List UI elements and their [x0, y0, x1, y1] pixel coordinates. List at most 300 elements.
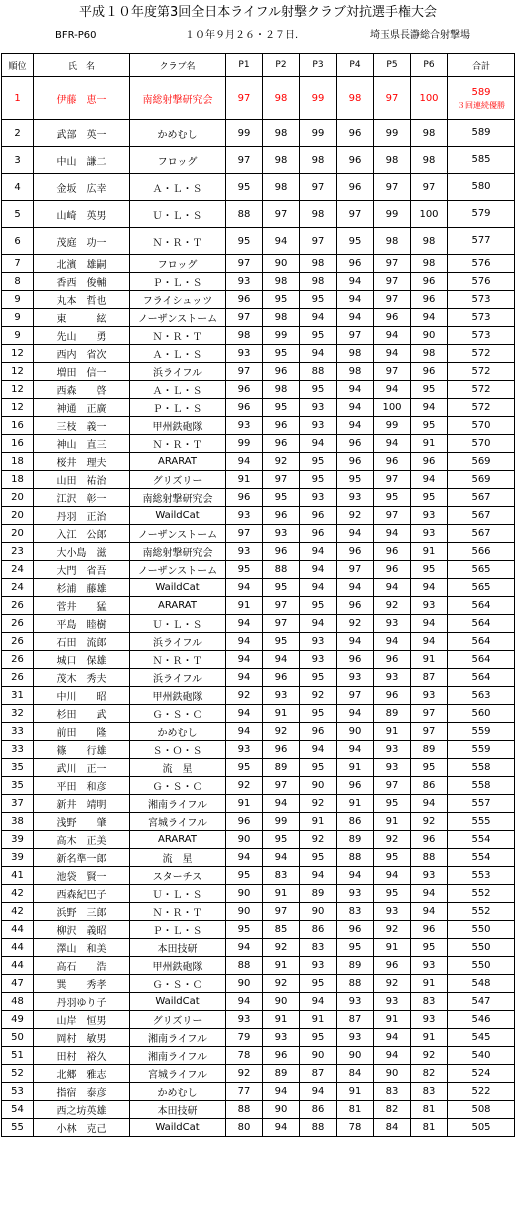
score-p6-cell: 83 — [411, 993, 448, 1011]
total-cell — [448, 561, 515, 579]
table-row — [2, 1029, 515, 1047]
table-row — [2, 471, 515, 489]
total-value: 564 — [471, 653, 491, 665]
table-row — [2, 273, 515, 291]
score-p1-cell: 95 — [226, 228, 263, 255]
table-row — [2, 885, 515, 903]
total-cell — [448, 921, 515, 939]
rank-cell: 20 — [2, 489, 34, 507]
score-p3-cell: 95 — [300, 759, 337, 777]
score-p1-cell: 90 — [226, 903, 263, 921]
score-p1-cell: 96 — [226, 399, 263, 417]
total-value: 589 — [471, 86, 491, 98]
club-cell: ARARAT — [130, 453, 226, 471]
total-value: 564 — [471, 671, 491, 683]
score-p3-cell: 88 — [300, 1119, 337, 1137]
name-cell: 新井 靖明 — [34, 795, 130, 813]
name-cell: 池袋 賢一 — [34, 867, 130, 885]
total-cell — [448, 273, 515, 291]
club-cell: グリズリー — [130, 1011, 226, 1029]
score-p5-cell: 94 — [374, 345, 411, 363]
name-cell: 杉田 武 — [34, 705, 130, 723]
score-p1-cell: 95 — [226, 174, 263, 201]
name-cell: 茂木 秀夫 — [34, 669, 130, 687]
total-cell — [448, 255, 515, 273]
score-p2-cell: 91 — [263, 705, 300, 723]
total-value: 572 — [471, 401, 491, 413]
total-cell — [448, 309, 515, 327]
total-cell — [448, 525, 515, 543]
score-p4-cell: 78 — [337, 1119, 374, 1137]
rank-cell: 9 — [2, 327, 34, 345]
score-p2-cell: 94 — [263, 228, 300, 255]
total-value: 567 — [471, 491, 491, 503]
rank-cell: 26 — [2, 651, 34, 669]
score-p1-cell: 93 — [226, 1011, 263, 1029]
score-p6-cell: 91 — [411, 975, 448, 993]
col-header-name: 氏 名 — [34, 54, 130, 77]
score-p4-cell: 94 — [337, 417, 374, 435]
score-p2-cell: 95 — [263, 489, 300, 507]
score-p5-cell: 97 — [374, 777, 411, 795]
club-cell: 流 星 — [130, 849, 226, 867]
rank-cell: 12 — [2, 345, 34, 363]
score-p6-cell: 91 — [411, 651, 448, 669]
total-cell — [448, 327, 515, 345]
score-p6-cell: 95 — [411, 759, 448, 777]
total-cell — [448, 1083, 515, 1101]
score-p5-cell: 97 — [374, 255, 411, 273]
score-p6-cell: 95 — [411, 561, 448, 579]
total-cell — [448, 1119, 515, 1137]
rank-cell: 42 — [2, 903, 34, 921]
rank-cell: 5 — [2, 201, 34, 228]
table-row — [2, 255, 515, 273]
total-cell — [448, 651, 515, 669]
rank-cell: 26 — [2, 669, 34, 687]
name-cell: 武川 正一 — [34, 759, 130, 777]
rank-cell: 9 — [2, 309, 34, 327]
score-p1-cell: 79 — [226, 1029, 263, 1047]
score-p2-cell: 88 — [263, 561, 300, 579]
score-p5-cell: 99 — [374, 201, 411, 228]
score-p1-cell: 94 — [226, 579, 263, 597]
club-cell: 本田技研 — [130, 939, 226, 957]
total-value: 522 — [471, 1085, 491, 1097]
score-p2-cell: 92 — [263, 975, 300, 993]
rank-cell: 18 — [2, 471, 34, 489]
total-value: 589 — [471, 127, 491, 138]
rank-cell: 33 — [2, 723, 34, 741]
name-cell: 神通 正廣 — [34, 399, 130, 417]
score-p4-cell: 93 — [337, 489, 374, 507]
name-cell: 香西 俊輔 — [34, 273, 130, 291]
club-cell: 南総射撃研究会 — [130, 489, 226, 507]
score-p1-cell: 96 — [226, 291, 263, 309]
score-p1-cell: 97 — [226, 147, 263, 174]
score-p6-cell: 88 — [411, 849, 448, 867]
score-p2-cell: 96 — [263, 507, 300, 525]
score-p5-cell: 96 — [374, 453, 411, 471]
total-cell — [448, 615, 515, 633]
score-p1-cell: 92 — [226, 1065, 263, 1083]
total-value: 573 — [471, 311, 491, 323]
score-p3-cell: 95 — [300, 291, 337, 309]
score-p6-cell: 91 — [411, 1029, 448, 1047]
score-p3-cell: 90 — [300, 903, 337, 921]
table-row — [2, 831, 515, 849]
col-header-p2: P2 — [263, 54, 300, 77]
score-p3-cell: 95 — [300, 669, 337, 687]
club-cell: 宮城ライフル — [130, 1065, 226, 1083]
score-p4-cell: 94 — [337, 309, 374, 327]
score-p5-cell: 95 — [374, 885, 411, 903]
name-cell: 西内 省次 — [34, 345, 130, 363]
score-p4-cell: 93 — [337, 669, 374, 687]
name-cell: 平田 和彦 — [34, 777, 130, 795]
score-p3-cell: 95 — [300, 381, 337, 399]
score-p6-cell: 96 — [411, 363, 448, 381]
total-cell — [448, 831, 515, 849]
club-cell: 甲州鉄砲隊 — [130, 687, 226, 705]
score-p2-cell: 91 — [263, 957, 300, 975]
total-value: 554 — [471, 833, 491, 845]
score-p6-cell: 98 — [411, 147, 448, 174]
score-p1-cell: 99 — [226, 120, 263, 147]
club-cell: Ｐ・Ｌ・Ｓ — [130, 399, 226, 417]
club-cell: Ｎ・Ｒ・Ｔ — [130, 228, 226, 255]
table-row — [2, 525, 515, 543]
club-cell: Ｇ・Ｓ・Ｃ — [130, 705, 226, 723]
total-value: 572 — [471, 383, 491, 395]
name-cell: 伊藤 恵一 — [34, 77, 130, 120]
table-row — [2, 633, 515, 651]
score-p3-cell: 94 — [300, 867, 337, 885]
total-cell — [448, 633, 515, 651]
score-p3-cell: 94 — [300, 435, 337, 453]
rank-cell: 12 — [2, 381, 34, 399]
score-p5-cell: 92 — [374, 597, 411, 615]
rank-cell: 44 — [2, 921, 34, 939]
score-p2-cell: 96 — [263, 417, 300, 435]
score-p6-cell: 89 — [411, 741, 448, 759]
score-p3-cell: 93 — [300, 417, 337, 435]
col-header-club: クラブ名 — [130, 54, 226, 77]
score-p5-cell: 92 — [374, 831, 411, 849]
rank-cell: 41 — [2, 867, 34, 885]
total-value: 558 — [471, 761, 491, 773]
total-cell — [448, 795, 515, 813]
club-cell: 流 星 — [130, 759, 226, 777]
total-value: 559 — [471, 743, 491, 755]
score-p4-cell: 81 — [337, 1101, 374, 1119]
page-title: 平成１０年度第3回全日本ライフル射撃クラブ対抗選手権大会 — [79, 5, 437, 20]
name-cell: 小林 克己 — [34, 1119, 130, 1137]
score-p5-cell: 93 — [374, 903, 411, 921]
rank-cell: 8 — [2, 273, 34, 291]
total-value: 576 — [471, 257, 491, 269]
rank-cell: 55 — [2, 1119, 34, 1137]
total-cell — [448, 1101, 515, 1119]
score-p2-cell: 97 — [263, 615, 300, 633]
table-row — [2, 561, 515, 579]
total-value: 550 — [471, 959, 491, 971]
name-cell: 大門 省吾 — [34, 561, 130, 579]
rank-cell: 35 — [2, 777, 34, 795]
total-cell — [448, 903, 515, 921]
score-p3-cell: 96 — [300, 525, 337, 543]
rank-cell: 26 — [2, 615, 34, 633]
total-cell — [448, 453, 515, 471]
score-p3-cell: 97 — [300, 228, 337, 255]
score-p1-cell: 94 — [226, 651, 263, 669]
rank-cell: 4 — [2, 174, 34, 201]
score-p6-cell: 97 — [411, 723, 448, 741]
rank-cell: 9 — [2, 291, 34, 309]
club-cell: 湘南ライフル — [130, 795, 226, 813]
score-p1-cell: 93 — [226, 417, 263, 435]
score-p3-cell: 90 — [300, 777, 337, 795]
club-cell: Ｓ・Ｏ・Ｓ — [130, 741, 226, 759]
total-cell — [448, 723, 515, 741]
club-cell: Ｎ・Ｒ・Ｔ — [130, 435, 226, 453]
rank-cell: 35 — [2, 759, 34, 777]
total-value: 558 — [471, 779, 491, 791]
score-p4-cell: 96 — [337, 120, 374, 147]
score-p2-cell: 96 — [263, 741, 300, 759]
score-p5-cell: 96 — [374, 309, 411, 327]
score-p2-cell: 97 — [263, 597, 300, 615]
total-cell — [448, 687, 515, 705]
score-p5-cell: 98 — [374, 147, 411, 174]
table-row — [2, 417, 515, 435]
name-cell: 中川 昭 — [34, 687, 130, 705]
score-p1-cell: 78 — [226, 1047, 263, 1065]
table-row — [2, 759, 515, 777]
club-cell: 浜ライフル — [130, 669, 226, 687]
total-cell — [448, 705, 515, 723]
score-p4-cell: 89 — [337, 957, 374, 975]
score-p1-cell: 92 — [226, 777, 263, 795]
club-cell: Ｐ・Ｌ・Ｓ — [130, 273, 226, 291]
score-p1-cell: 94 — [226, 453, 263, 471]
score-p5-cell: 97 — [374, 507, 411, 525]
club-cell: Ｕ・Ｌ・Ｓ — [130, 615, 226, 633]
rank-cell: 6 — [2, 228, 34, 255]
name-cell: 平島 睦樹 — [34, 615, 130, 633]
total-value: 560 — [471, 707, 491, 719]
score-p6-cell: 93 — [411, 525, 448, 543]
table-row — [2, 201, 515, 228]
rank-cell: 12 — [2, 363, 34, 381]
club-cell: 湘南ライフル — [130, 1047, 226, 1065]
table-row — [2, 228, 515, 255]
rank-cell: 51 — [2, 1047, 34, 1065]
rank-cell: 18 — [2, 453, 34, 471]
score-p4-cell: 94 — [337, 579, 374, 597]
name-cell: 岡村 敏男 — [34, 1029, 130, 1047]
score-p4-cell: 83 — [337, 903, 374, 921]
club-cell: Ｕ・Ｌ・Ｓ — [130, 885, 226, 903]
score-p6-cell: 98 — [411, 255, 448, 273]
score-p4-cell: 87 — [337, 1011, 374, 1029]
club-cell: フロッグ — [130, 255, 226, 273]
score-p1-cell: 88 — [226, 1101, 263, 1119]
table-row — [2, 651, 515, 669]
score-p5-cell: 95 — [374, 795, 411, 813]
score-p5-cell: 94 — [374, 633, 411, 651]
table-row — [2, 381, 515, 399]
score-p4-cell: 96 — [337, 597, 374, 615]
score-p2-cell: 96 — [263, 1047, 300, 1065]
score-p5-cell: 92 — [374, 975, 411, 993]
score-p1-cell: 90 — [226, 975, 263, 993]
score-p5-cell: 94 — [374, 867, 411, 885]
name-cell: 神山 直三 — [34, 435, 130, 453]
name-cell: 江沢 彰一 — [34, 489, 130, 507]
total-cell — [448, 1047, 515, 1065]
name-cell: 中山 謙二 — [34, 147, 130, 174]
score-p6-cell: 83 — [411, 1083, 448, 1101]
club-cell: Ｎ・Ｒ・Ｔ — [130, 651, 226, 669]
score-p2-cell: 95 — [263, 291, 300, 309]
name-cell: 増田 信一 — [34, 363, 130, 381]
table-row — [2, 669, 515, 687]
total-value: 552 — [471, 887, 491, 899]
total-cell — [448, 885, 515, 903]
total-cell — [448, 867, 515, 885]
name-cell: 前田 隆 — [34, 723, 130, 741]
score-p1-cell: 92 — [226, 687, 263, 705]
table-row — [2, 327, 515, 345]
total-value: 577 — [471, 235, 491, 246]
score-p1-cell: 93 — [226, 543, 263, 561]
rank-cell: 2 — [2, 120, 34, 147]
table-row — [2, 795, 515, 813]
score-p2-cell: 94 — [263, 1119, 300, 1137]
score-p3-cell: 93 — [300, 399, 337, 417]
score-p2-cell: 95 — [263, 345, 300, 363]
rank-cell: 31 — [2, 687, 34, 705]
club-cell: 本田技研 — [130, 1101, 226, 1119]
score-p1-cell: 95 — [226, 867, 263, 885]
score-p3-cell: 98 — [300, 147, 337, 174]
rank-cell: 7 — [2, 255, 34, 273]
total-cell — [448, 291, 515, 309]
name-cell: 菅井 猛 — [34, 597, 130, 615]
score-p2-cell: 98 — [263, 174, 300, 201]
total-cell — [448, 777, 515, 795]
score-p6-cell: 97 — [411, 174, 448, 201]
score-p3-cell: 94 — [300, 615, 337, 633]
rank-cell: 32 — [2, 705, 34, 723]
total-cell — [448, 489, 515, 507]
club-cell: 浜ライフル — [130, 633, 226, 651]
score-p1-cell: 91 — [226, 597, 263, 615]
score-p5-cell: 99 — [374, 417, 411, 435]
score-p6-cell: 94 — [411, 615, 448, 633]
score-p1-cell: 95 — [226, 561, 263, 579]
score-p5-cell: 91 — [374, 813, 411, 831]
table-row — [2, 1011, 515, 1029]
club-cell: 南総射撃研究会 — [130, 543, 226, 561]
rank-cell: 33 — [2, 741, 34, 759]
score-p2-cell: 99 — [263, 327, 300, 345]
score-p3-cell: 95 — [300, 849, 337, 867]
score-p1-cell: 96 — [226, 813, 263, 831]
col-header-rank: 順位 — [2, 54, 34, 77]
name-cell: 石田 流郎 — [34, 633, 130, 651]
total-value: 566 — [471, 545, 491, 557]
score-p1-cell: 97 — [226, 525, 263, 543]
score-p2-cell: 95 — [263, 633, 300, 651]
total-cell — [448, 975, 515, 993]
name-cell: 丹羽 正治 — [34, 507, 130, 525]
results-table — [1, 53, 515, 1137]
score-p4-cell: 96 — [337, 147, 374, 174]
club-cell: フライシュッツ — [130, 291, 226, 309]
score-p2-cell: 94 — [263, 849, 300, 867]
table-row — [2, 1047, 515, 1065]
score-p4-cell: 91 — [337, 1083, 374, 1101]
total-value: 524 — [471, 1067, 491, 1079]
score-p2-cell: 90 — [263, 1101, 300, 1119]
name-cell: 三枝 義一 — [34, 417, 130, 435]
table-row — [2, 363, 515, 381]
rank-cell: 16 — [2, 417, 34, 435]
score-p5-cell: 90 — [374, 1065, 411, 1083]
rank-cell: 44 — [2, 957, 34, 975]
total-cell — [448, 120, 515, 147]
club-cell: Ａ・Ｌ・Ｓ — [130, 174, 226, 201]
score-p5-cell: 82 — [374, 1101, 411, 1119]
score-p2-cell: 98 — [263, 309, 300, 327]
table-row — [2, 813, 515, 831]
score-p6-cell: 95 — [411, 489, 448, 507]
score-p1-cell: 94 — [226, 705, 263, 723]
total-value: 576 — [471, 275, 491, 287]
score-p6-cell: 100 — [411, 77, 448, 120]
score-p6-cell: 94 — [411, 579, 448, 597]
club-cell: スターチス — [130, 867, 226, 885]
score-p1-cell: 94 — [226, 849, 263, 867]
rank-cell: 52 — [2, 1065, 34, 1083]
score-p2-cell: 93 — [263, 687, 300, 705]
score-p4-cell: 94 — [337, 399, 374, 417]
total-value: 570 — [471, 419, 491, 431]
score-p6-cell: 91 — [411, 543, 448, 561]
score-p1-cell: 93 — [226, 507, 263, 525]
score-p5-cell: 91 — [374, 1011, 411, 1029]
score-p4-cell: 91 — [337, 795, 374, 813]
score-p3-cell: 94 — [300, 579, 337, 597]
name-cell: 田村 裕久 — [34, 1047, 130, 1065]
score-p6-cell: 91 — [411, 435, 448, 453]
score-p3-cell: 98 — [300, 201, 337, 228]
total-value: 572 — [471, 365, 491, 377]
club-cell: WaildCat — [130, 507, 226, 525]
club-cell: Ｎ・Ｒ・Ｔ — [130, 327, 226, 345]
score-p4-cell: 97 — [337, 327, 374, 345]
winner-note: ３回連続優勝 — [457, 100, 505, 110]
score-p1-cell: 94 — [226, 939, 263, 957]
score-p3-cell: 95 — [300, 1029, 337, 1047]
score-p4-cell: 96 — [337, 453, 374, 471]
name-cell: 西森紀巴子 — [34, 885, 130, 903]
score-p2-cell: 94 — [263, 1083, 300, 1101]
table-row — [2, 975, 515, 993]
score-p1-cell: 90 — [226, 885, 263, 903]
